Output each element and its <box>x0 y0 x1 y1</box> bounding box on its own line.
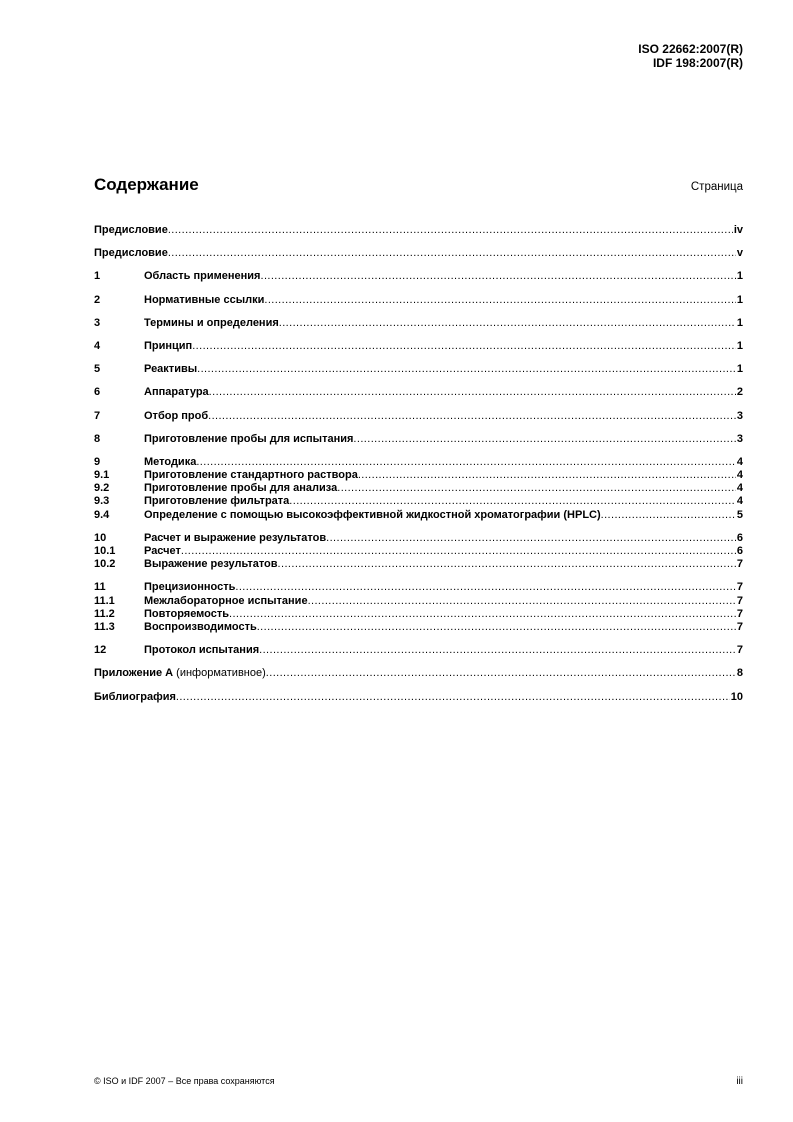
dot-leader <box>266 667 736 680</box>
dot-leader <box>257 621 736 634</box>
toc-entry-page: 1 <box>736 293 743 306</box>
dot-leader <box>358 469 736 482</box>
toc-entry-title <box>144 621 257 634</box>
toc-entry-title-text: Расчет <box>144 545 181 557</box>
dot-leader <box>168 224 733 237</box>
toc-entry-number: 1 <box>94 270 101 283</box>
toc-entry-title <box>94 224 168 237</box>
toc-entry-title <box>94 691 176 704</box>
toc-entry[interactable] <box>94 317 743 330</box>
dot-leader <box>176 691 730 704</box>
toc-entry-title-note: (информативное) <box>173 667 266 680</box>
toc-entry[interactable] <box>94 581 743 594</box>
toc-entry[interactable] <box>94 386 743 399</box>
dot-leader <box>337 482 736 495</box>
toc-entry-page: 8 <box>736 667 743 680</box>
toc-entry-title-text: Приготовление пробы для испытания <box>144 432 354 445</box>
toc-entry[interactable] <box>94 545 743 558</box>
toc-entry-title-text: Воспроизводимость <box>144 620 257 633</box>
toc-entry-page: 4 <box>736 455 743 468</box>
toc-entry-title <box>144 294 264 307</box>
toc-entry-page: 1 <box>736 270 743 283</box>
toc-entry-title-text: Аппаратура <box>144 386 209 399</box>
toc-entry-title-text: Приложение А <box>94 667 174 680</box>
toc-entry-title <box>144 270 260 283</box>
toc-entry-number: 2 <box>94 293 101 306</box>
toc-entry-number: 10.1 <box>94 545 116 557</box>
toc-entry-title-text: Нормативные ссылки <box>144 293 265 306</box>
toc-entry-page: 7 <box>736 581 743 594</box>
dot-leader <box>209 386 736 399</box>
dot-leader <box>260 270 735 283</box>
toc-entry-number: 6 <box>94 386 101 399</box>
toc-entry-page: 1 <box>736 363 743 376</box>
page-column-label: Страница <box>690 181 743 193</box>
toc-entry-title-text: Прецизионность <box>144 581 236 594</box>
toc-entry-title-text: Принцип <box>144 339 193 352</box>
standard-number-idf: IDF 198:2007(R) <box>652 56 743 70</box>
dot-leader <box>326 532 736 545</box>
toc-entry-number: 5 <box>94 363 101 376</box>
toc-entry[interactable] <box>94 595 743 608</box>
document-header <box>638 42 743 70</box>
toc-entry-number: 11 <box>94 581 106 594</box>
toc-entry-title-text: Приготовление стандартного раствора <box>144 469 358 482</box>
dot-leader <box>192 340 736 353</box>
toc-entry-title-text: Повторяемость <box>144 607 230 620</box>
toc-entry-number: 12 <box>94 644 107 657</box>
toc-entry-title-text: Термины и определения <box>144 316 279 329</box>
toc-entry-number: 8 <box>94 432 101 445</box>
toc-entry-page: 7 <box>736 594 743 607</box>
standard-number-iso: ISO 22662:2007(R) <box>638 42 743 56</box>
table-of-contents <box>94 224 743 704</box>
toc-entry-title-text: Реактивы <box>144 363 198 376</box>
toc-entry-title <box>144 433 353 446</box>
toc-entry-page: 3 <box>736 409 743 422</box>
toc-entry-title <box>144 410 208 423</box>
toc-entry-title-text: Протокол испытания <box>144 644 260 657</box>
toc-entry-title <box>144 495 289 508</box>
toc-entry-number: 9 <box>94 455 101 468</box>
toc-entry-title-text: Приготовление фильтрата <box>144 495 290 508</box>
toc-entry[interactable] <box>94 410 743 423</box>
toc-entry-title <box>144 545 181 558</box>
dot-leader <box>181 545 736 558</box>
toc-entry[interactable] <box>94 558 743 571</box>
toc-entry-title <box>144 456 196 469</box>
toc-entry-page: 10 <box>730 690 743 703</box>
toc-entry-title <box>94 667 266 680</box>
toc-entry-page: 7 <box>736 558 743 571</box>
page-number: iii <box>736 1076 743 1087</box>
toc-entry[interactable] <box>94 247 743 260</box>
toc-entry[interactable] <box>94 691 743 704</box>
toc-entry-title <box>144 595 308 608</box>
toc-entry-title-text: Область применения <box>144 270 261 283</box>
document-footer <box>94 1076 743 1087</box>
toc-entry[interactable] <box>94 532 743 545</box>
toc-entry-number: 10.2 <box>94 558 116 571</box>
toc-entry-title-text: Определение с помощью высокоэффективной жидкостной хроматографии (HPLC) <box>144 508 601 521</box>
toc-entry-number: 9.2 <box>94 482 110 495</box>
toc-entry-title <box>94 247 168 260</box>
toc-entry-number: 3 <box>94 316 101 329</box>
toc-entry-page: 4 <box>736 469 743 482</box>
toc-entry-page: 1 <box>736 339 743 352</box>
toc-entry-number: 11.3 <box>94 620 115 633</box>
toc-entry[interactable] <box>94 456 743 469</box>
toc-entry-page: 4 <box>736 495 743 508</box>
toc-entry[interactable] <box>94 224 743 237</box>
toc-entry[interactable] <box>94 644 743 657</box>
toc-entry-title-text: Методика <box>144 455 197 468</box>
toc-entry[interactable] <box>94 667 743 680</box>
toc-entry-title-text: Расчет и выражение результатов <box>144 531 327 544</box>
toc-entry-title <box>144 363 197 376</box>
toc-entry-number: 11.1 <box>94 594 115 607</box>
dot-leader <box>168 247 736 260</box>
toc-entry-number: 4 <box>94 339 101 352</box>
toc-entry-page: v <box>736 247 743 260</box>
toc-entry-title <box>144 386 209 399</box>
toc-entry[interactable] <box>94 482 743 495</box>
toc-entry-number: 9.4 <box>94 508 110 521</box>
toc-entry-title-text: Предисловие <box>94 224 168 236</box>
toc-entry-title <box>144 532 326 545</box>
copyright-notice: © ISO и IDF 2007 – Все права сохраняются <box>94 1076 275 1086</box>
toc-entry-number: 10 <box>94 531 107 544</box>
toc-entry-title-text: Предисловие <box>94 247 168 260</box>
toc-entry-title-text: Межлабораторное испытание <box>144 594 308 607</box>
toc-entry-page: 7 <box>736 644 743 657</box>
toc-entry-title-text: Отбор проб <box>144 409 209 422</box>
toc-entry-title <box>144 644 259 657</box>
toc-entry-page: iv <box>733 224 743 236</box>
toc-entry-number: 9.3 <box>94 495 110 508</box>
toc-entry[interactable] <box>94 294 743 307</box>
toc-entry-page: 6 <box>736 545 743 557</box>
dot-leader <box>601 509 736 522</box>
toc-entry-title-text: Библиография <box>94 690 176 703</box>
toc-entry-title <box>144 317 279 330</box>
toc-entry[interactable] <box>94 340 743 353</box>
dot-leader <box>196 456 736 469</box>
toc-entry-page: 5 <box>736 508 743 521</box>
toc-entry[interactable] <box>94 270 743 283</box>
toc-entry-title-text: Выражение результатов <box>144 558 278 571</box>
toc-entry-page: 4 <box>736 482 743 495</box>
toc-entry[interactable] <box>94 621 743 634</box>
dot-leader <box>259 644 736 657</box>
dot-leader <box>229 608 736 621</box>
toc-entry-title <box>144 340 192 353</box>
toc-entry[interactable] <box>94 433 743 446</box>
toc-entry-title <box>144 469 358 482</box>
toc-entry-title <box>144 482 337 495</box>
dot-leader <box>308 595 736 608</box>
toc-entry-number: 9.1 <box>94 469 110 482</box>
dot-leader <box>289 495 736 508</box>
toc-entry-title-text: Приготовление пробы для анализа <box>144 482 338 495</box>
toc-entry[interactable] <box>94 608 743 621</box>
toc-entry-page: 2 <box>736 386 743 399</box>
toc-entry-title <box>144 581 235 594</box>
toc-entry-page: 6 <box>736 531 743 544</box>
toc-entry[interactable] <box>94 469 743 482</box>
toc-entry-page: 1 <box>736 316 743 329</box>
toc-entry-number: 7 <box>94 409 101 422</box>
dot-leader <box>264 294 736 307</box>
toc-entry-title <box>144 509 601 522</box>
toc-entry-title <box>144 608 229 621</box>
toc-entry-page: 7 <box>736 620 743 633</box>
toc-entry[interactable] <box>94 509 743 522</box>
toc-title: Содержание <box>94 175 199 194</box>
dot-leader <box>208 410 736 423</box>
dot-leader <box>353 433 735 446</box>
dot-leader <box>235 581 736 594</box>
toc-entry-page: 3 <box>736 432 743 445</box>
dot-leader <box>197 363 736 376</box>
toc-entry-number: 11.2 <box>94 607 115 620</box>
toc-entry-page: 7 <box>736 607 743 620</box>
toc-entry[interactable] <box>94 495 743 508</box>
dot-leader <box>278 558 736 571</box>
toc-entry-title <box>144 558 278 571</box>
toc-entry[interactable] <box>94 363 743 376</box>
dot-leader <box>279 317 736 330</box>
toc-heading-row <box>94 175 743 195</box>
